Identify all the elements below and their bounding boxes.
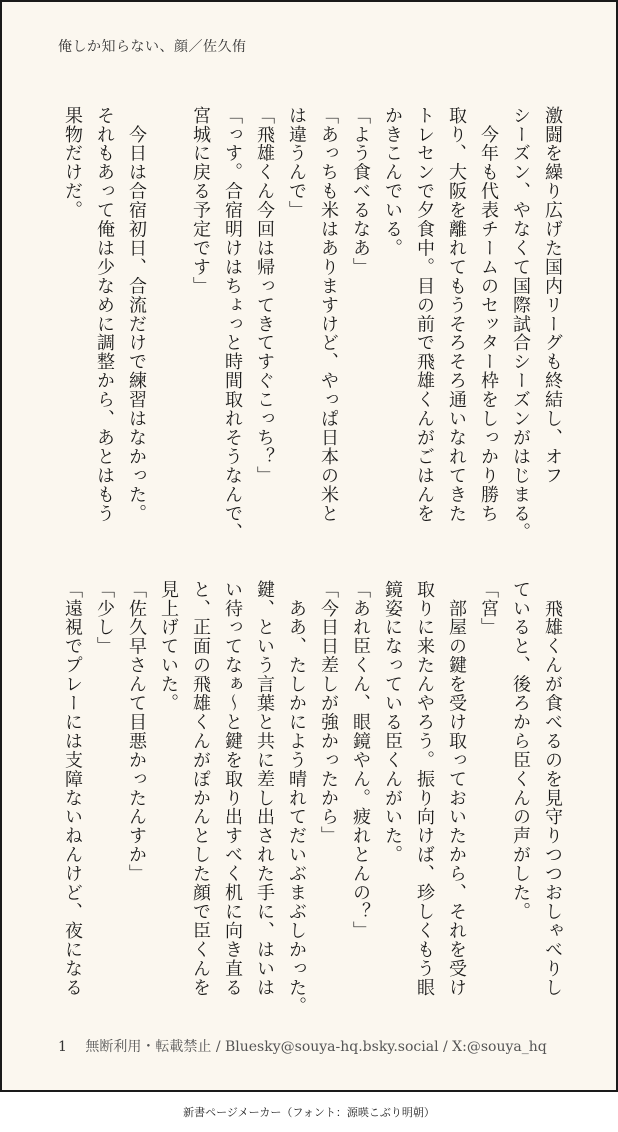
text-column: 取りに来たんやろう。振り向けば、珍しくもう眼 xyxy=(414,580,435,997)
text-column: 「遠視でプレーには支障ないねんけど、夜になる xyxy=(62,580,83,997)
generator-caption: 新書ページメーカー（フォント：源暎こぶり明朝） xyxy=(183,1106,435,1119)
page-header-title: 俺しか知らない、顔／佐久侑 xyxy=(58,39,247,55)
text-column: 宮城に戻る予定です」 xyxy=(190,106,211,296)
text-column: シーズン、やなくて国際試合シーズンがはじまる。 xyxy=(510,106,531,542)
text-column: 鍵、という言葉と共に差し出された手に、はいは xyxy=(254,580,275,997)
text-column: トレセンで夕食中。目の前で飛雄くんがごはんを xyxy=(414,106,435,523)
page-number: 1 xyxy=(58,1039,67,1055)
text-column: 見上げていた。 xyxy=(158,580,179,713)
text-column: ああ、たしかによう晴れてだいぶまぶしかった。 xyxy=(286,580,307,1016)
text-column: 鏡姿になっている臣くんがいた。 xyxy=(382,580,403,865)
text-column: 「宮」 xyxy=(478,580,499,637)
text-column: 「少し」 xyxy=(94,580,115,656)
text-column: ていると、後ろから臣くんの声がした。 xyxy=(510,580,531,922)
text-column: 今日は合宿初日、合流だけで練習はなかった。 xyxy=(126,106,147,523)
text-column: 「あれ臣くん、眼鏡やん。疲れとんの？」 xyxy=(350,580,371,941)
text-column: 「あっちも米はありますけど、やっぱ日本の米と xyxy=(318,106,339,523)
text-column: 部屋の鍵を受け取っておいたから、それを受け xyxy=(446,580,467,997)
text-column: と、正面の飛雄くんがぽかんとした顔で臣くんを xyxy=(190,580,211,997)
text-column: 「佐久早さんて目悪かったんすか」 xyxy=(126,580,147,884)
text-column: い待ってなぁ〜と鍵を取り出すべく机に向き直る xyxy=(222,580,243,997)
text-column: 飛雄くんが食べるのを見守りつつおしゃべりし xyxy=(542,580,563,997)
text-column: 「今日日差しが強かったから」 xyxy=(318,580,339,846)
page-footer xyxy=(58,1036,547,1056)
text-column: かきこんでいる。 xyxy=(382,106,403,258)
text-column: 取り、大阪を離れてもうそろそろ通いなれてきた xyxy=(446,106,467,523)
text-column: 激闘を繰り広げた国内リーグも終結し、オフ xyxy=(542,106,563,485)
text-column: 果物だけだ。 xyxy=(62,106,83,220)
text-column: は違うんで」 xyxy=(286,106,307,220)
text-column: 今年も代表チームのセッター枠をしっかり勝ち xyxy=(478,106,499,523)
text-column: 「飛雄くん今回は帰ってきてすぐこっち？」 xyxy=(254,106,275,485)
text-column: 「っす。合宿明けはちょっと時間取れそうなんで、 xyxy=(222,106,243,542)
text-column: それもあって俺は少なめに調整から、あとはもう xyxy=(94,106,115,523)
text-column: 「よう食べるなあ」 xyxy=(350,106,371,277)
footer-notice: 無断利用・転載禁止 / Bluesky@souya-hq.bsky.social / X:@souya_hq xyxy=(85,1039,547,1055)
